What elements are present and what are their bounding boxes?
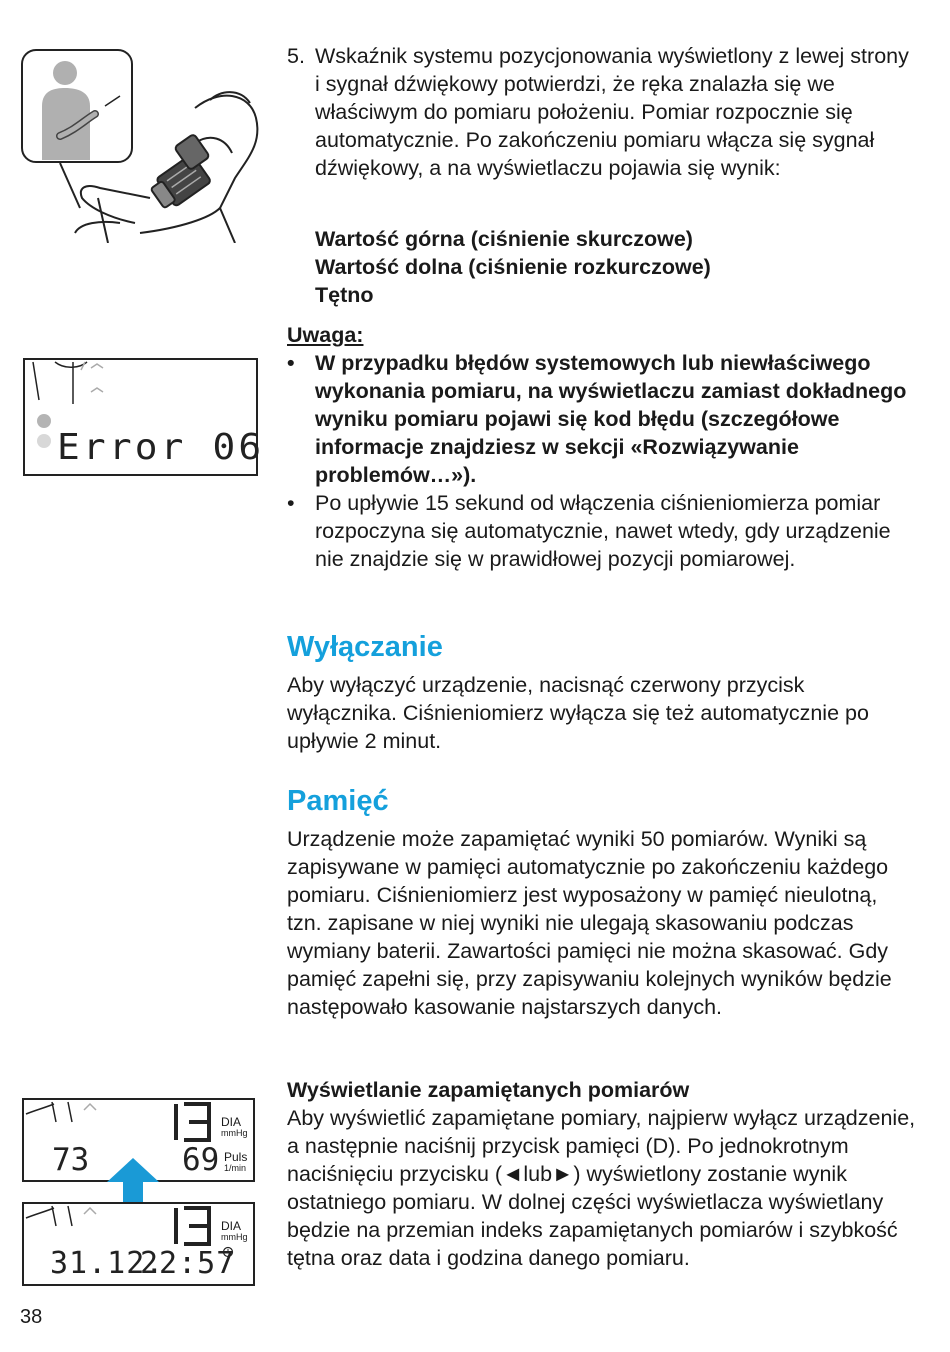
memory-date: 31.12. xyxy=(50,1246,165,1281)
result-diastolic: Wartość dolna (ciśnienie rozkurczowe) xyxy=(315,255,711,279)
memory-index: 73 xyxy=(52,1142,90,1178)
step-text: Wskaźnik systemu pozycjonowania wyświetlony z lewej strony i sygnał dźwiękowy potwierdzi, że ręka znalazła się we właściwym do pomiaru położeniu. Pomiar rozpocznie się automatycznie. Po zakończeniu pomiaru włącza się sygnał dźwiękowy, a na wyświetlaczu pojawia się wynik: xyxy=(315,44,909,180)
dia-label: DIA xyxy=(221,1219,242,1233)
step-number: 5. xyxy=(287,44,305,68)
note-bullet-text: Po upływie 15 sekund od włączenia ciśnieniomierza pomiar rozpoczyna się automatycznie, nawet wtedy, gdy urządzenie nie znajdzie się w prawidłowej pozycji pomiarowej. xyxy=(315,491,891,571)
dia-label: DIA xyxy=(221,1115,242,1129)
page-number: 38 xyxy=(20,1306,43,1328)
puls-label: Puls xyxy=(224,1150,248,1164)
clock-icon xyxy=(222,1246,234,1258)
error-display-figure xyxy=(23,358,265,476)
mmhg-label: mmHg xyxy=(221,1232,248,1242)
memory-time: 22:57 xyxy=(140,1246,236,1281)
bullet-dot: • xyxy=(287,351,295,375)
off-paragraph: Aby wyłączyć urządzenie, nacisnąć czerwony przycisk wyłącznika. Ciśnieniomierz wyłącza się też automatycznie po upływie 2 minut. xyxy=(287,673,869,753)
memory-paragraph: Urządzenie może zapamiętać wyniki 50 pomiarów. Wyniki są zapisywane w pamięci automatycznie po zakończeniu każdego pomiaru. Ciśnieniomierz jest wyposażony w pamięć nieulotną, tzn. zapisane w niej wyniki nie ulegają skasowaniu podczas wymiany baterii. Zawartości pamięci nie można skasować. Gdy pamięć zapełni się, przy zapisywaniu kolejnych wyników będzie następowało kasowanie najstarszych danych. xyxy=(287,827,892,1019)
result-pulse: Tętno xyxy=(315,283,374,307)
step-5 xyxy=(287,42,917,182)
mmhg-label: mmHg xyxy=(221,1128,248,1138)
memory-subheading: Wyświetlanie zapamiętanych pomiarów xyxy=(287,1078,690,1102)
puls-unit: 1/min xyxy=(224,1163,247,1173)
arm-position-illustration xyxy=(20,48,270,243)
note-bullet-text: W przypadku błędów systemowych lub niewłaściwego wykonania pomiaru, na wyświetlaczu zamiast dokładnego wyniku pomiaru pojawi się kod błędu (szczegółowe informacje znajdziesz w sekcji «Rozwiązywanie problemów…»). xyxy=(315,351,907,487)
memory-display-bottom xyxy=(22,1202,255,1286)
bullet-dot: • xyxy=(287,491,295,515)
result-list xyxy=(315,225,915,309)
section-heading-off: Wyłączanie xyxy=(287,631,443,663)
memory-subparagraph: Aby wyświetlić zapamiętane pomiary, najpierw wyłącz urządzenie, a następnie naciśnij przycisk pamięci (D). Po jednokrotnym naciśnięciu przycisku (◄lub►) wyświetlony zostanie wynik ostatniego pomiaru. W dolnej części wyświetlacza wyświetlany będzie na przemian indeks zapamiętanych pomiarów i szybkość tętna oraz data i godzina danego pomiaru. xyxy=(287,1106,916,1270)
note-bullet-2 xyxy=(287,489,917,573)
result-systolic: Wartość górna (ciśnienie skurczowe) xyxy=(315,227,693,251)
note-heading: Uwaga: xyxy=(287,323,364,347)
note-bullet-1 xyxy=(287,349,917,489)
section-heading-memory: Pamięć xyxy=(287,785,389,817)
pulse-value: 69 xyxy=(182,1142,220,1178)
error-code-text: Error 06 xyxy=(57,427,265,468)
